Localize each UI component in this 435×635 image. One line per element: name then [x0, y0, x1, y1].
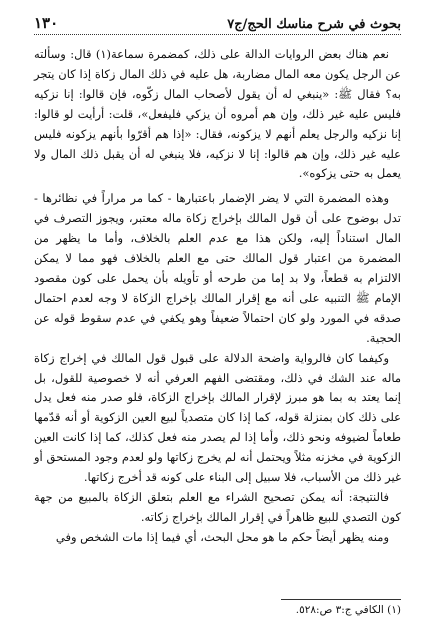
paragraph-5: ومنه يظهر أيضاً حكم ما هو محل البحث، أي فيما إذا مات الشخص وفي — [55, 529, 389, 544]
paragraph-3: وكيفما كان فالرواية واضحة الدلالة على قبول قول المالك في إخراج زكاة ماله عند الشك في ذلك، ومقتضى الفهم العرفي أنه لا خصوصية للقول، بل إنما يعتد به بما هو مبرز لإقرار المالك بإخراج الزكاة، فلو صدر منه فعل يدل على ذلك كان بمنزلة قوله، كما إذا كان متصدياً لبيع العين الزكوية أو أنه قدّمها طعاماً لضيوفه ونحو ذلك، وأما إذا لم يصدر منه فعل كذلك، كما إذا كانت العين الزكوية في مخزنه مثلاً ويحتمل أنه لم يخرج زكاتها ولو لعدم وجود المستحق أو غير ذلك من الأسباب، فلا سبيل إلى البناء على كونه قد أخرج زكاتها. — [34, 350, 401, 485]
footnote: (١) الكافي ج:٣ ص:٥٢٨. — [295, 604, 401, 616]
footnote-divider — [281, 599, 401, 600]
running-header — [34, 10, 401, 35]
paragraph-4: فالنتيجة: أنه يمكن تصحيح الشراء مع العلم بتعلق الزكاة بالمبيع من جهة كون التصدي للبيع ظاهراً في إقرار المالك بإخراج زكاته. — [34, 489, 401, 524]
page-body — [34, 45, 401, 548]
page-number: ١٣٠ — [34, 14, 59, 32]
paragraph-1: نعم هناك بعض الروايات الدالة على ذلك، كمضمرة سماعة(١) قال: وسألته عن الرجل يكون معه المال مضاربة، هل عليه في ذلك المال زكاة إذا كان يتجر به؟ فقال ﷺ: «ينبغي له أن يقول لأصحاب المال زكّوه، فإن قالوا: إنا نزكيه فليس عليه غير ذلك، وإن هم أمروه أن يزكي فليفعل»، قلت: أرأيت لو قالوا: إنا نزكيه والرجل يعلم أنهم لا يزكونه، فقال: «إذا هم أقرّوا بأنهم يزكونه فليس عليه غير ذلك، وإن هم قالوا: إنا لا نزكيه، فلا ينبغي له أن يقبل ذلك المال ولا يعمل به حتى يزكوه». — [34, 47, 401, 181]
header-title: بحوث في شرح مناسك الحج/ج٧ — [227, 17, 401, 32]
paragraph-2: وهذه المضمرة التي لا يضر الإضمار باعتبارها - كما مر مراراً في نظائرها - تدل بوضوح على أن قول المالك بإخراج زكاة ماله معتبر، ويجوز التصرف في المال استناداً إليه، ولكن هذا مع عدم العلم بالخلاف، وأما ما يظهر من المضمرة من اعتبار قول المالك حتى مع العلم بالخلاف فهو مما لا يمكن الالتزام به قطعاً، ولا بد إما من طرحه أو تأويله بأن يحمل على كون مقصود الإمام ﷺ التنبيه على أنه مع إقرار المالك بإخراج الزكاة لا وجه لعدم احتمال صدقه في المورد ولو كان احتمالاً ضعيفاً وهو يكفي في عدم سقوط قوله عن الحجية. — [34, 191, 401, 345]
